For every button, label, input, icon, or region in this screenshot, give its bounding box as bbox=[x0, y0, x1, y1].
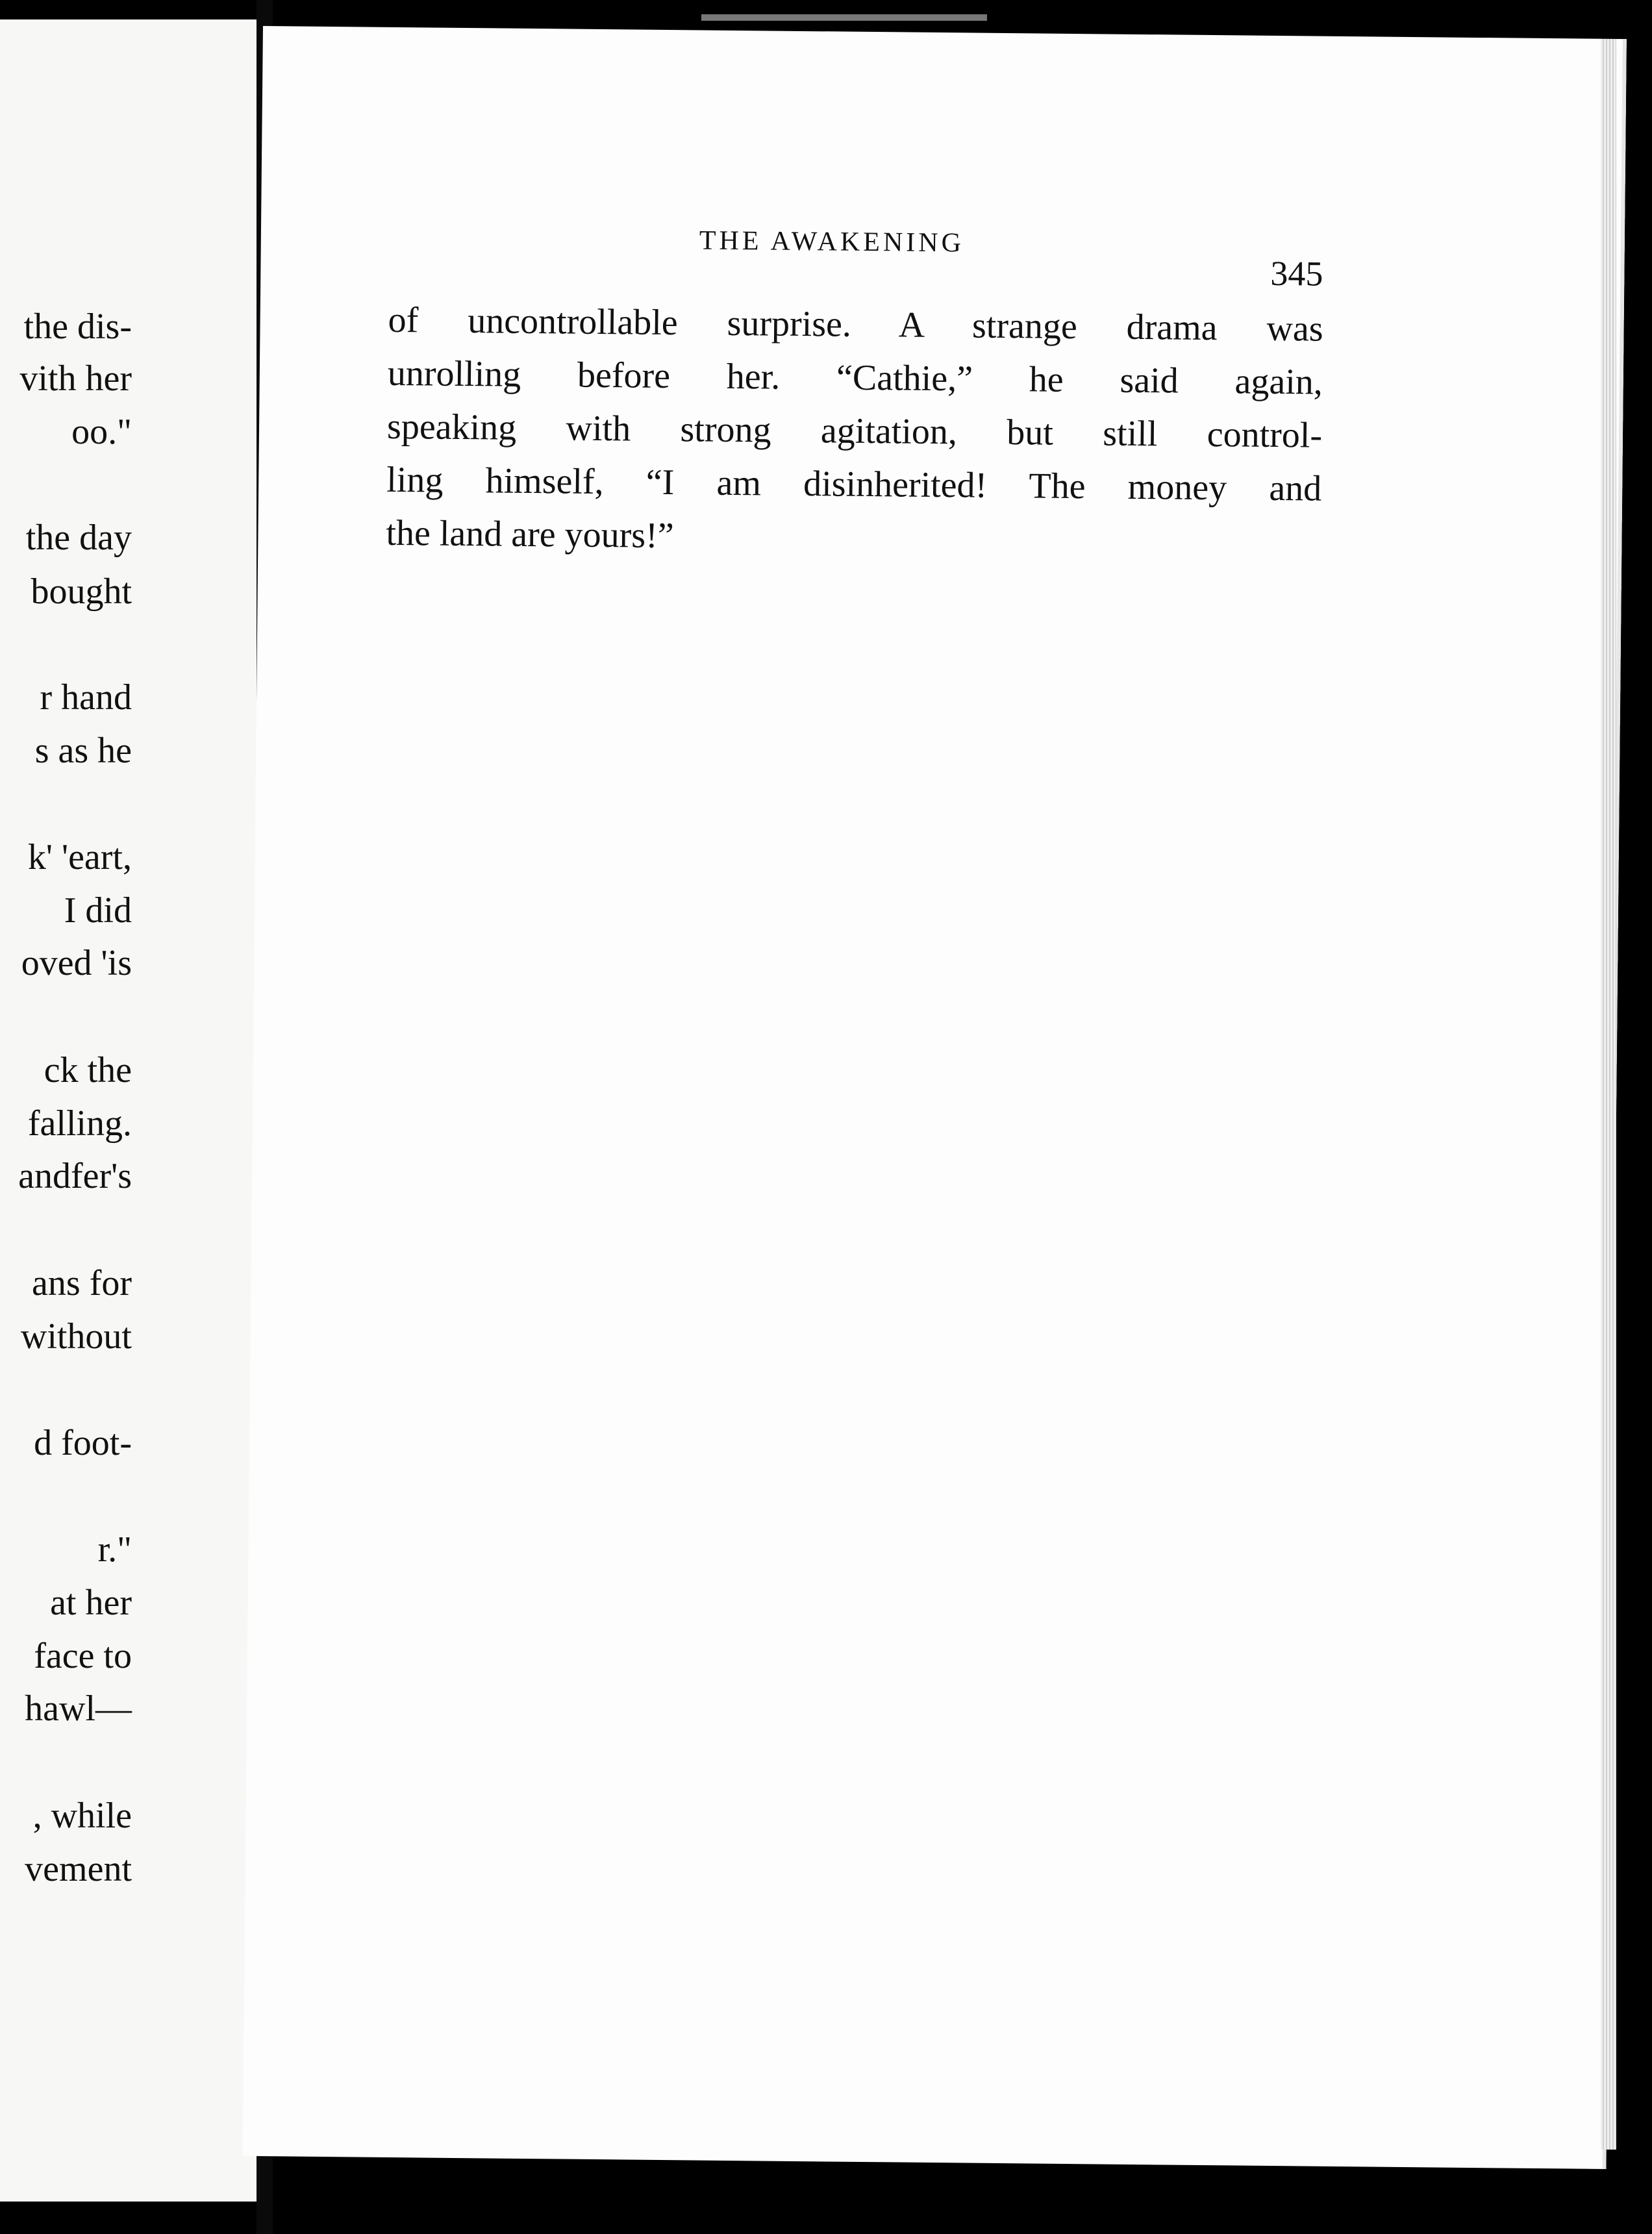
left-page bbox=[0, 19, 257, 2202]
body-text bbox=[386, 294, 1323, 569]
running-head: THE AWAKENING bbox=[699, 225, 965, 258]
left-text-line: ck the bbox=[44, 1050, 132, 1090]
body-text-line: unrolling before her. “Cathie,” he said again, bbox=[387, 353, 1323, 403]
page-edge-stack bbox=[1601, 39, 1616, 2150]
left-text-line: oved 'is bbox=[21, 943, 132, 983]
left-text-line: s as he bbox=[34, 731, 132, 771]
right-page bbox=[243, 26, 1627, 2169]
left-text-line: falling. bbox=[27, 1103, 132, 1144]
left-text-line: at her bbox=[50, 1583, 132, 1623]
left-text-line: without bbox=[20, 1316, 132, 1357]
left-text-line: r." bbox=[97, 1529, 132, 1570]
left-text-line: the day bbox=[25, 518, 132, 558]
left-text-line: the dis- bbox=[23, 307, 132, 347]
left-text-line: oo." bbox=[71, 412, 132, 452]
left-text-line: vement bbox=[25, 1849, 132, 1889]
left-text-line: r hand bbox=[40, 677, 132, 718]
left-text-line: ans for bbox=[32, 1263, 132, 1303]
left-text-line: bought bbox=[31, 571, 132, 612]
page-number: 345 bbox=[1270, 253, 1323, 294]
scan-edge-mark bbox=[701, 14, 987, 21]
body-text-line: the land are yours!” bbox=[386, 512, 674, 557]
left-text-line: d foot- bbox=[34, 1423, 132, 1463]
left-text-line: , while bbox=[32, 1796, 132, 1836]
body-text-line: ling himself, “I am disinherited! The money and bbox=[386, 459, 1322, 509]
body-text-line: of uncontrollable surprise. A strange drama was bbox=[388, 299, 1323, 349]
left-text-line: andfer's bbox=[18, 1156, 132, 1196]
body-text-line: speaking with strong agitation, but still control- bbox=[386, 406, 1323, 456]
left-text-line: vith her bbox=[19, 358, 132, 399]
left-text-line: face to bbox=[34, 1636, 132, 1676]
left-text-line: I did bbox=[64, 890, 132, 931]
left-text-line: hawl— bbox=[25, 1688, 132, 1729]
left-text-line: k' 'eart, bbox=[27, 837, 132, 877]
